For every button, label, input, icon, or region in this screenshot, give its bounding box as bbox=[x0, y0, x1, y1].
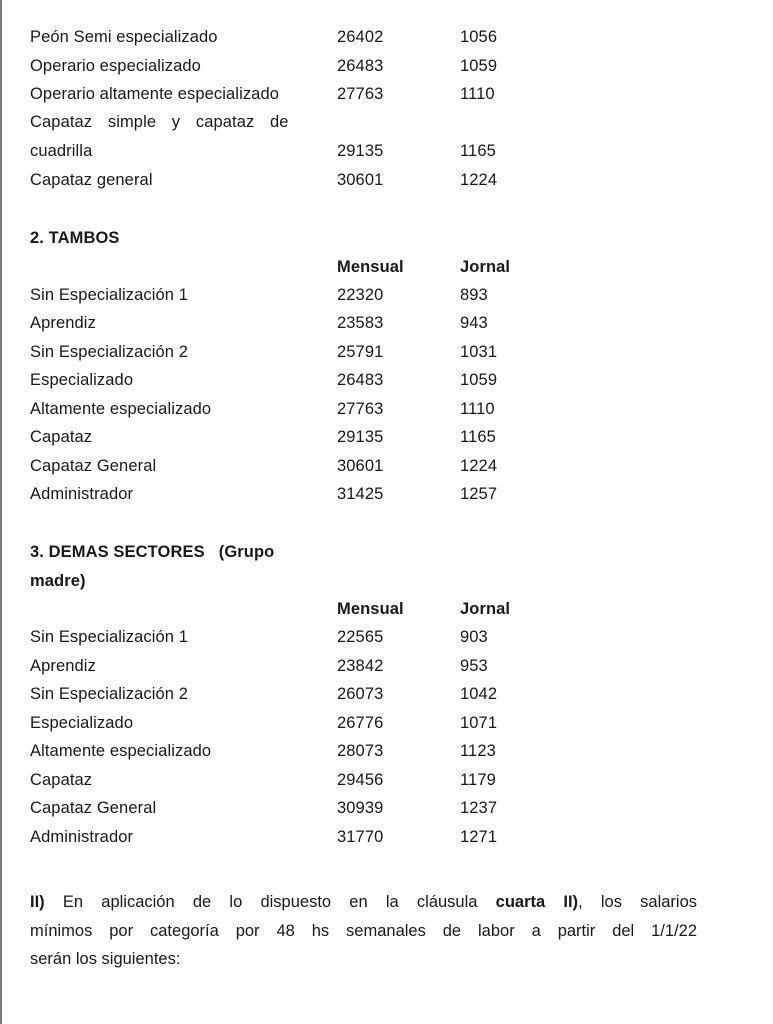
paragraph-line-2: mínimos por categoría por 48 hs semanales de labor a partir del 1/1/22 bbox=[30, 922, 697, 940]
jornal-value: 1056 bbox=[460, 28, 498, 46]
mensual-value: 26402 bbox=[337, 28, 384, 46]
mensual-value: 26483 bbox=[337, 57, 384, 75]
category-name: Capataz bbox=[30, 771, 93, 789]
category-name: Sin Especialización 2 bbox=[30, 685, 189, 703]
jornal-value: 1271 bbox=[460, 828, 498, 846]
paragraph-text: , los salarios bbox=[578, 893, 698, 911]
jornal-value: 1059 bbox=[460, 57, 498, 75]
jornal-value: 1237 bbox=[460, 799, 498, 817]
mensual-value: 23842 bbox=[337, 657, 384, 675]
jornal-value: 1257 bbox=[460, 485, 498, 503]
paragraph-line-1 bbox=[30, 892, 697, 912]
jornal-value: 1123 bbox=[460, 742, 496, 760]
mensual-value: 27763 bbox=[337, 400, 384, 418]
category-name: Aprendiz bbox=[30, 314, 96, 332]
jornal-value: 953 bbox=[460, 657, 488, 675]
category-name: Sin Especialización 1 bbox=[30, 286, 189, 304]
jornal-value: 903 bbox=[460, 628, 488, 646]
paragraph-text: En aplicación de lo dispuesto en la cláusula bbox=[44, 893, 496, 911]
category-name: Altamente especializado bbox=[30, 400, 212, 418]
mensual-value: 30939 bbox=[337, 799, 384, 817]
category-name: Capataz bbox=[30, 428, 93, 446]
clause-label: II) bbox=[30, 893, 45, 911]
jornal-value: 1042 bbox=[460, 685, 498, 703]
jornal-value: 943 bbox=[460, 314, 488, 332]
jornal-value: 1224 bbox=[460, 457, 498, 475]
jornal-value: 1224 bbox=[460, 171, 498, 189]
paragraph-line-3: serán los siguientes: bbox=[30, 950, 181, 968]
category-name: Sin Especialización 1 bbox=[30, 628, 189, 646]
header-mensual: Mensual bbox=[337, 600, 404, 618]
category-name-line2: cuadrilla bbox=[30, 142, 93, 160]
jornal-value: 1059 bbox=[460, 371, 498, 389]
jornal-value: 1110 bbox=[460, 85, 495, 103]
mensual-value: 29456 bbox=[337, 771, 384, 789]
mensual-value: 27763 bbox=[337, 85, 384, 103]
mensual-value: 22320 bbox=[337, 286, 384, 304]
jornal-value: 1031 bbox=[460, 343, 498, 361]
jornal-value: 1071 bbox=[460, 714, 498, 732]
mensual-value: 22565 bbox=[337, 628, 384, 646]
mensual-value: 30601 bbox=[337, 171, 384, 189]
category-name: Operario especializado bbox=[30, 57, 201, 75]
category-name: Aprendiz bbox=[30, 657, 96, 675]
mensual-value: 23583 bbox=[337, 314, 384, 332]
mensual-value: 29135 bbox=[337, 428, 384, 446]
jornal-value: 1179 bbox=[460, 771, 496, 789]
mensual-value: 29135 bbox=[337, 142, 384, 160]
mensual-value: 28073 bbox=[337, 742, 384, 760]
section-title: 2. TAMBOS bbox=[30, 229, 120, 247]
header-jornal: Jornal bbox=[460, 600, 511, 618]
jornal-value: 1165 bbox=[460, 142, 496, 160]
jornal-value: 893 bbox=[460, 286, 488, 304]
category-name: Capataz general bbox=[30, 171, 153, 189]
mensual-value: 26483 bbox=[337, 371, 384, 389]
category-name: Peón Semi especializado bbox=[30, 28, 218, 46]
section-title-line2: madre) bbox=[30, 572, 86, 590]
category-name: Capataz General bbox=[30, 457, 157, 475]
header-jornal: Jornal bbox=[460, 258, 511, 276]
category-name: Altamente especializado bbox=[30, 742, 212, 760]
category-name: Especializado bbox=[30, 714, 134, 732]
category-name: Especializado bbox=[30, 371, 134, 389]
clause-reference: cuarta II) bbox=[495, 893, 579, 911]
category-name-line1: Capataz simple y capataz de bbox=[30, 113, 289, 131]
mensual-value: 26776 bbox=[337, 714, 384, 732]
category-name: Operario altamente especializado bbox=[30, 85, 280, 103]
mensual-value: 31770 bbox=[337, 828, 384, 846]
header-mensual: Mensual bbox=[337, 258, 404, 276]
mensual-value: 25791 bbox=[337, 343, 384, 361]
category-name: Sin Especialización 2 bbox=[30, 343, 189, 361]
category-name: Capataz General bbox=[30, 799, 157, 817]
category-name: Administrador bbox=[30, 485, 134, 503]
mensual-value: 30601 bbox=[337, 457, 384, 475]
mensual-value: 26073 bbox=[337, 685, 384, 703]
mensual-value: 31425 bbox=[337, 485, 384, 503]
section-title-line1: 3. DEMAS SECTORES (Grupo bbox=[30, 543, 275, 561]
page-left-edge bbox=[0, 0, 2, 1024]
jornal-value: 1165 bbox=[460, 428, 496, 446]
jornal-value: 1110 bbox=[460, 400, 495, 418]
category-name: Administrador bbox=[30, 828, 134, 846]
